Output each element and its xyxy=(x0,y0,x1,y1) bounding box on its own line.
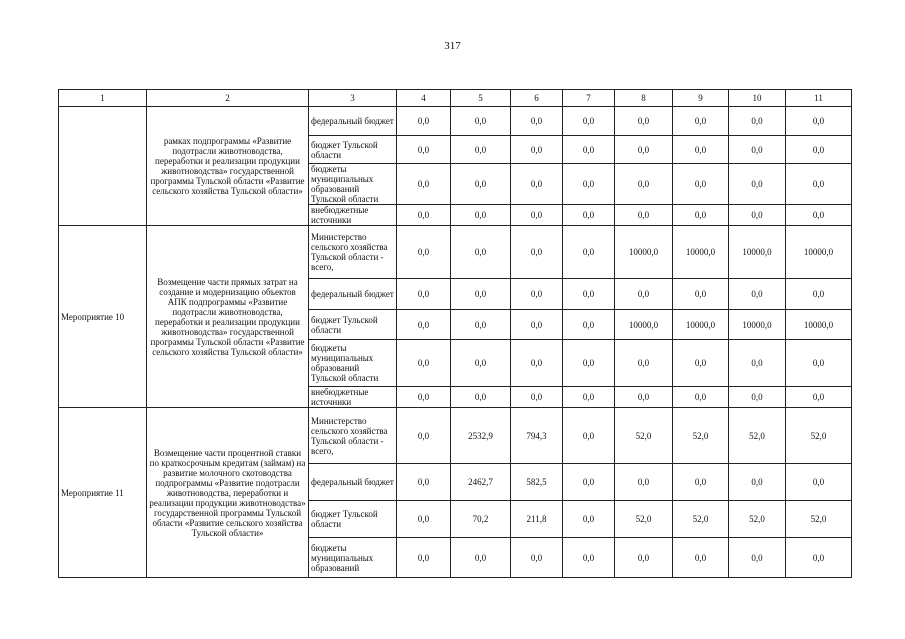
value-cell-col-5: 0,0 xyxy=(451,279,511,310)
col-header-9: 9 xyxy=(673,90,729,107)
value-cell-col-6: 794,3 xyxy=(511,408,563,464)
value-cell-col-10: 0,0 xyxy=(729,464,786,501)
value-cell-col-6: 0,0 xyxy=(511,538,563,578)
value-cell-col-7: 0,0 xyxy=(563,107,615,136)
activity-cell: Мероприятие 10 xyxy=(59,226,147,408)
value-cell-col-5: 0,0 xyxy=(451,136,511,164)
value-cell-col-10: 0,0 xyxy=(729,205,786,226)
value-cell-col-5: 2532,9 xyxy=(451,408,511,464)
value-cell-col-7: 0,0 xyxy=(563,538,615,578)
value-cell-col-10: 0,0 xyxy=(729,136,786,164)
funding-source-cell: бюджет Тульской области xyxy=(309,310,397,340)
description-cell: Возмещение части процентной ставки по краткосрочным кредитам (займам) на развитие молочного скотоводства подпрограммы «Развитие подотрасли животноводства, переработки и реализации продукции животноводства» государственной программы Тульской области «Развитие сельского хозяйства Тульской области» xyxy=(147,408,309,578)
value-cell-col-5: 0,0 xyxy=(451,226,511,279)
value-cell-col-8: 0,0 xyxy=(615,387,673,408)
value-cell-col-9: 10000,0 xyxy=(673,310,729,340)
value-cell-col-8: 0,0 xyxy=(615,279,673,310)
value-cell-col-11: 0,0 xyxy=(786,387,852,408)
col-header-8: 8 xyxy=(615,90,673,107)
value-cell-col-4: 0,0 xyxy=(397,136,451,164)
funding-source-cell: внебюджетные источники xyxy=(309,387,397,408)
value-cell-col-4: 0,0 xyxy=(397,205,451,226)
table-row xyxy=(59,226,852,279)
activity-cell xyxy=(59,107,147,226)
col-header-3: 3 xyxy=(309,90,397,107)
value-cell-col-10: 52,0 xyxy=(729,408,786,464)
value-cell-col-8: 0,0 xyxy=(615,538,673,578)
value-cell-col-7: 0,0 xyxy=(563,136,615,164)
value-cell-col-4: 0,0 xyxy=(397,501,451,538)
value-cell-col-10: 10000,0 xyxy=(729,226,786,279)
value-cell-col-10: 0,0 xyxy=(729,279,786,310)
value-cell-col-6: 0,0 xyxy=(511,310,563,340)
value-cell-col-7: 0,0 xyxy=(563,164,615,205)
funding-source-cell: бюджет Тульской области xyxy=(309,501,397,538)
header-row xyxy=(59,90,852,107)
value-cell-col-9: 0,0 xyxy=(673,538,729,578)
funding-source-cell: федеральный бюджет xyxy=(309,279,397,310)
value-cell-col-9: 10000,0 xyxy=(673,226,729,279)
budget-table xyxy=(58,89,852,578)
value-cell-col-6: 0,0 xyxy=(511,136,563,164)
value-cell-col-4: 0,0 xyxy=(397,310,451,340)
value-cell-col-7: 0,0 xyxy=(563,226,615,279)
value-cell-col-9: 0,0 xyxy=(673,464,729,501)
value-cell-col-6: 582,5 xyxy=(511,464,563,501)
value-cell-col-8: 52,0 xyxy=(615,501,673,538)
value-cell-col-6: 0,0 xyxy=(511,279,563,310)
value-cell-col-8: 0,0 xyxy=(615,340,673,387)
value-cell-col-6: 0,0 xyxy=(511,387,563,408)
description-cell: рамках подпрограммы «Развитие подотрасли животноводства, переработки и реализации продукции животноводства» государственной программы Тульской области «Развитие сельского хозяйства Тульской области» xyxy=(147,107,309,226)
funding-source-cell: бюджеты муниципальных образований Тульской области xyxy=(309,340,397,387)
value-cell-col-6: 211,8 xyxy=(511,501,563,538)
value-cell-col-11: 0,0 xyxy=(786,340,852,387)
value-cell-col-4: 0,0 xyxy=(397,464,451,501)
value-cell-col-11: 0,0 xyxy=(786,164,852,205)
value-cell-col-8: 10000,0 xyxy=(615,310,673,340)
value-cell-col-7: 0,0 xyxy=(563,387,615,408)
value-cell-col-9: 0,0 xyxy=(673,387,729,408)
funding-source-cell: федеральный бюджет xyxy=(309,464,397,501)
value-cell-col-11: 0,0 xyxy=(786,464,852,501)
value-cell-col-9: 52,0 xyxy=(673,408,729,464)
col-header-2: 2 xyxy=(147,90,309,107)
value-cell-col-8: 0,0 xyxy=(615,464,673,501)
value-cell-col-11: 10000,0 xyxy=(786,310,852,340)
value-cell-col-11: 0,0 xyxy=(786,205,852,226)
value-cell-col-7: 0,0 xyxy=(563,340,615,387)
value-cell-col-9: 0,0 xyxy=(673,136,729,164)
value-cell-col-11: 10000,0 xyxy=(786,226,852,279)
value-cell-col-7: 0,0 xyxy=(563,464,615,501)
page-number: 317 xyxy=(444,40,461,52)
value-cell-col-4: 0,0 xyxy=(397,279,451,310)
value-cell-col-9: 0,0 xyxy=(673,205,729,226)
value-cell-col-10: 0,0 xyxy=(729,538,786,578)
value-cell-col-6: 0,0 xyxy=(511,164,563,205)
value-cell-col-10: 10000,0 xyxy=(729,310,786,340)
value-cell-col-8: 10000,0 xyxy=(615,226,673,279)
value-cell-col-4: 0,0 xyxy=(397,408,451,464)
value-cell-col-11: 52,0 xyxy=(786,408,852,464)
value-cell-col-4: 0,0 xyxy=(397,164,451,205)
table-row xyxy=(59,408,852,464)
value-cell-col-5: 0,0 xyxy=(451,340,511,387)
value-cell-col-11: 52,0 xyxy=(786,501,852,538)
col-header-4: 4 xyxy=(397,90,451,107)
value-cell-col-5: 0,0 xyxy=(451,387,511,408)
value-cell-col-9: 0,0 xyxy=(673,340,729,387)
value-cell-col-7: 0,0 xyxy=(563,205,615,226)
funding-source-cell: федеральный бюджет xyxy=(309,107,397,136)
value-cell-col-11: 0,0 xyxy=(786,107,852,136)
col-header-5: 5 xyxy=(451,90,511,107)
value-cell-col-4: 0,0 xyxy=(397,538,451,578)
col-header-7: 7 xyxy=(563,90,615,107)
description-cell: Возмещение части прямых затрат на создание и модернизацию объектов АПК подпрограммы «Развитие подотрасли животноводства, переработки и реализации продукции животноводства» государственной программы Тульской области «Развитие сельского хозяйства Тульской области» xyxy=(147,226,309,408)
value-cell-col-10: 0,0 xyxy=(729,107,786,136)
value-cell-col-6: 0,0 xyxy=(511,107,563,136)
funding-source-cell: внебюджетные источники xyxy=(309,205,397,226)
value-cell-col-7: 0,0 xyxy=(563,310,615,340)
value-cell-col-5: 0,0 xyxy=(451,164,511,205)
value-cell-col-10: 52,0 xyxy=(729,501,786,538)
value-cell-col-4: 0,0 xyxy=(397,387,451,408)
value-cell-col-10: 0,0 xyxy=(729,164,786,205)
value-cell-col-6: 0,0 xyxy=(511,205,563,226)
value-cell-col-10: 0,0 xyxy=(729,387,786,408)
value-cell-col-9: 0,0 xyxy=(673,279,729,310)
value-cell-col-7: 0,0 xyxy=(563,501,615,538)
value-cell-col-6: 0,0 xyxy=(511,340,563,387)
table-body xyxy=(59,107,852,578)
value-cell-col-5: 0,0 xyxy=(451,538,511,578)
value-cell-col-7: 0,0 xyxy=(563,408,615,464)
value-cell-col-4: 0,0 xyxy=(397,340,451,387)
value-cell-col-4: 0,0 xyxy=(397,107,451,136)
value-cell-col-6: 0,0 xyxy=(511,226,563,279)
value-cell-col-4: 0,0 xyxy=(397,226,451,279)
value-cell-col-8: 0,0 xyxy=(615,164,673,205)
col-header-11: 11 xyxy=(786,90,852,107)
value-cell-col-7: 0,0 xyxy=(563,279,615,310)
funding-source-cell: бюджеты муниципальных образований Тульской области xyxy=(309,164,397,205)
funding-source-cell: Министерство сельского хозяйства Тульской области - всего, xyxy=(309,408,397,464)
value-cell-col-5: 2462,7 xyxy=(451,464,511,501)
value-cell-col-11: 0,0 xyxy=(786,538,852,578)
value-cell-col-8: 0,0 xyxy=(615,136,673,164)
col-header-10: 10 xyxy=(729,90,786,107)
value-cell-col-9: 0,0 xyxy=(673,107,729,136)
col-header-6: 6 xyxy=(511,90,563,107)
funding-source-cell: бюджет Тульской области xyxy=(309,136,397,164)
value-cell-col-5: 0,0 xyxy=(451,310,511,340)
value-cell-col-9: 0,0 xyxy=(673,164,729,205)
value-cell-col-11: 0,0 xyxy=(786,136,852,164)
value-cell-col-8: 52,0 xyxy=(615,408,673,464)
value-cell-col-10: 0,0 xyxy=(729,340,786,387)
value-cell-col-9: 52,0 xyxy=(673,501,729,538)
col-header-1: 1 xyxy=(59,90,147,107)
funding-source-cell: Министерство сельского хозяйства Тульской области - всего, xyxy=(309,226,397,279)
funding-source-cell: бюджеты муниципальных образований xyxy=(309,538,397,578)
value-cell-col-5: 0,0 xyxy=(451,107,511,136)
value-cell-col-5: 70,2 xyxy=(451,501,511,538)
value-cell-col-11: 0,0 xyxy=(786,279,852,310)
value-cell-col-8: 0,0 xyxy=(615,205,673,226)
table-row xyxy=(59,107,852,136)
value-cell-col-5: 0,0 xyxy=(451,205,511,226)
value-cell-col-8: 0,0 xyxy=(615,107,673,136)
activity-cell: Мероприятие 11 xyxy=(59,408,147,578)
